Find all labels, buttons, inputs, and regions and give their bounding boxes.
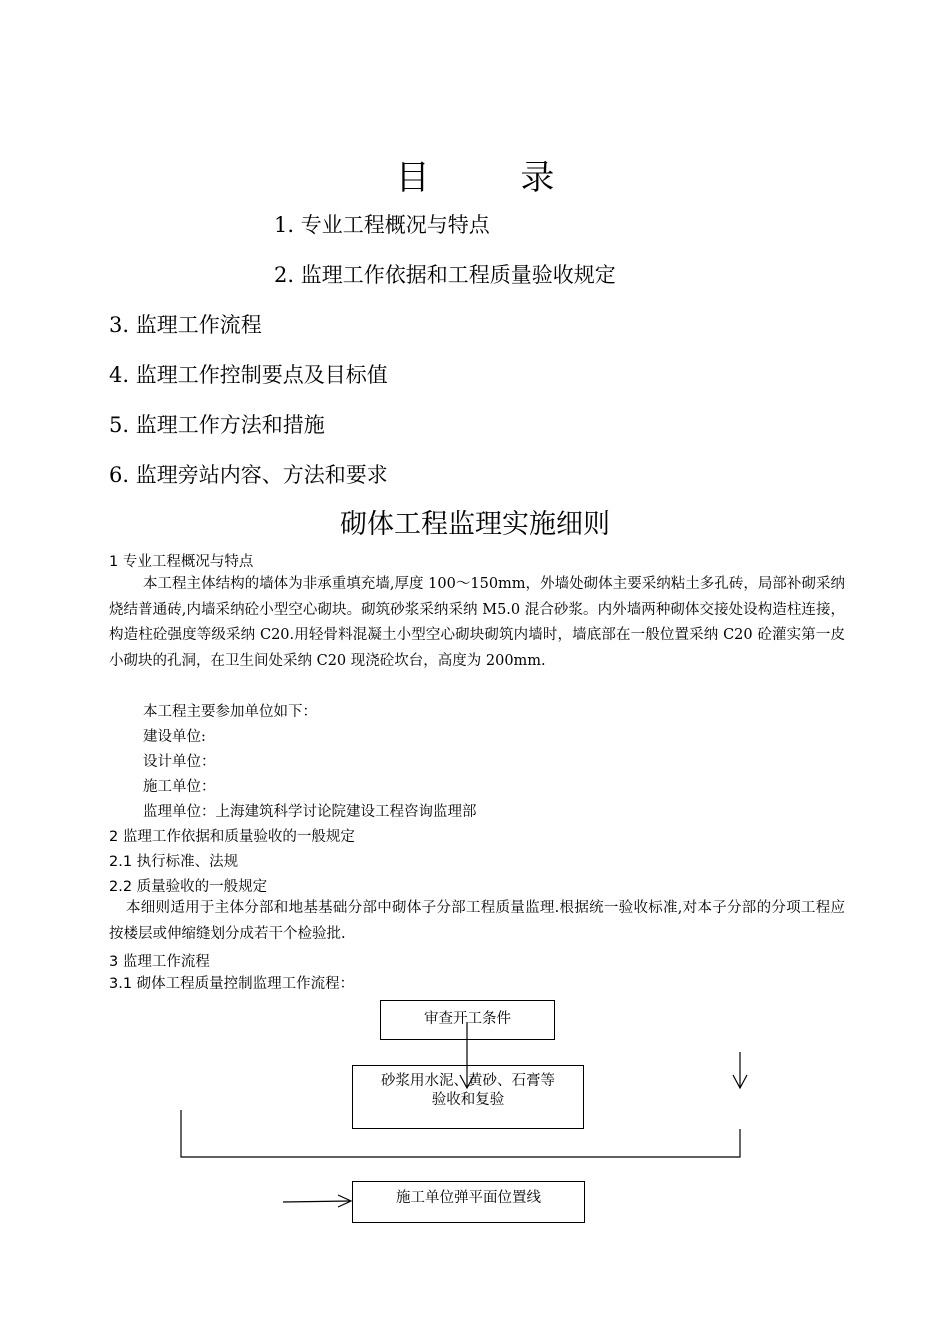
flow-box-layout-lines bbox=[352, 1181, 585, 1223]
flow-box-material-line2: 验收和复验 bbox=[431, 1092, 505, 1108]
section-3-heading: 3 监理工作流程 bbox=[109, 954, 210, 970]
arrow-head-right bbox=[733, 1075, 747, 1088]
unit-design: 设计单位： bbox=[143, 754, 216, 770]
arrow-head-into-box3 bbox=[338, 1195, 351, 1207]
section-2-1-heading: 2.1 执行标准、法规 bbox=[109, 854, 239, 870]
section-1-heading: 1 专业工程概况与特点 bbox=[109, 554, 254, 570]
section-2-2-paragraph: 本细则适用于主体分部和地基基础分部中砌体子分部工程质量监理.根据统一验收标准,对本子分部的分项工程应按楼层或伸缩缝划分成若干个检验批. bbox=[109, 900, 845, 942]
section-3-1-heading: 3.1 砌体工程质量控制监理工作流程： bbox=[109, 976, 355, 992]
flow-box-review-start-label: 审查开工条件 bbox=[424, 1011, 511, 1027]
flow-box-material-line1: 砂浆用水泥、黄砂、石膏等 bbox=[381, 1073, 555, 1089]
toc-title: 目 录 bbox=[395, 158, 595, 198]
toc-item-1: 1. 专业工程概况与特点 bbox=[274, 213, 490, 237]
section-2-2-heading: 2.2 质量验收的一般规定 bbox=[109, 879, 268, 895]
toc-item-5: 5. 监理工作方法和措施 bbox=[109, 413, 325, 437]
unit-build: 建设单位: bbox=[143, 729, 206, 745]
flow-box-layout-lines-label: 施工单位弹平面位置线 bbox=[396, 1190, 541, 1206]
toc-item-3: 3. 监理工作流程 bbox=[109, 313, 262, 337]
flow-box-review-start bbox=[380, 1000, 555, 1040]
toc-item-6: 6. 监理旁站内容、方法和要求 bbox=[109, 463, 388, 487]
toc-item-2: 2. 监理工作依据和工程质量验收规定 bbox=[274, 263, 616, 287]
document-title: 砌体工程监理实施细则 bbox=[340, 509, 610, 540]
unit-construct: 施工单位： bbox=[143, 779, 216, 795]
unit-supervise: 监理单位：上海建筑科学讨论院建设工程咨询监理部 bbox=[143, 804, 477, 820]
flow-box-material-inspection bbox=[352, 1065, 584, 1129]
connector-into-box3 bbox=[283, 1201, 350, 1202]
section-2-heading: 2 监理工作依据和质量验收的一般规定 bbox=[109, 829, 355, 845]
units-intro: 本工程主要参加单位如下： bbox=[143, 704, 317, 720]
section-1-paragraph: 本工程主体结构的墙体为非承重填充墙,厚度 100～150mm，外墙处砌体主要采纳粘土多孔砖，局部补砌采纳烧结普通砖,内墙采纳砼小型空心砌块。砌筑砂浆采纳采纳 M5.0 混合砂浆。内外墙两种砌体交接处设构造柱连接，构造柱砼强度等级采纳 C20.用轻骨料混凝土小型空心砌块砌筑内墙时，墙底部在一般位置采纳 C20 砼灌实第一皮小砌块的孔洞，在卫生间处采纳 C20 现浇砼坎台，高度为 200mm. bbox=[109, 576, 845, 669]
toc-item-4: 4. 监理工作控制要点及目标值 bbox=[109, 363, 388, 387]
